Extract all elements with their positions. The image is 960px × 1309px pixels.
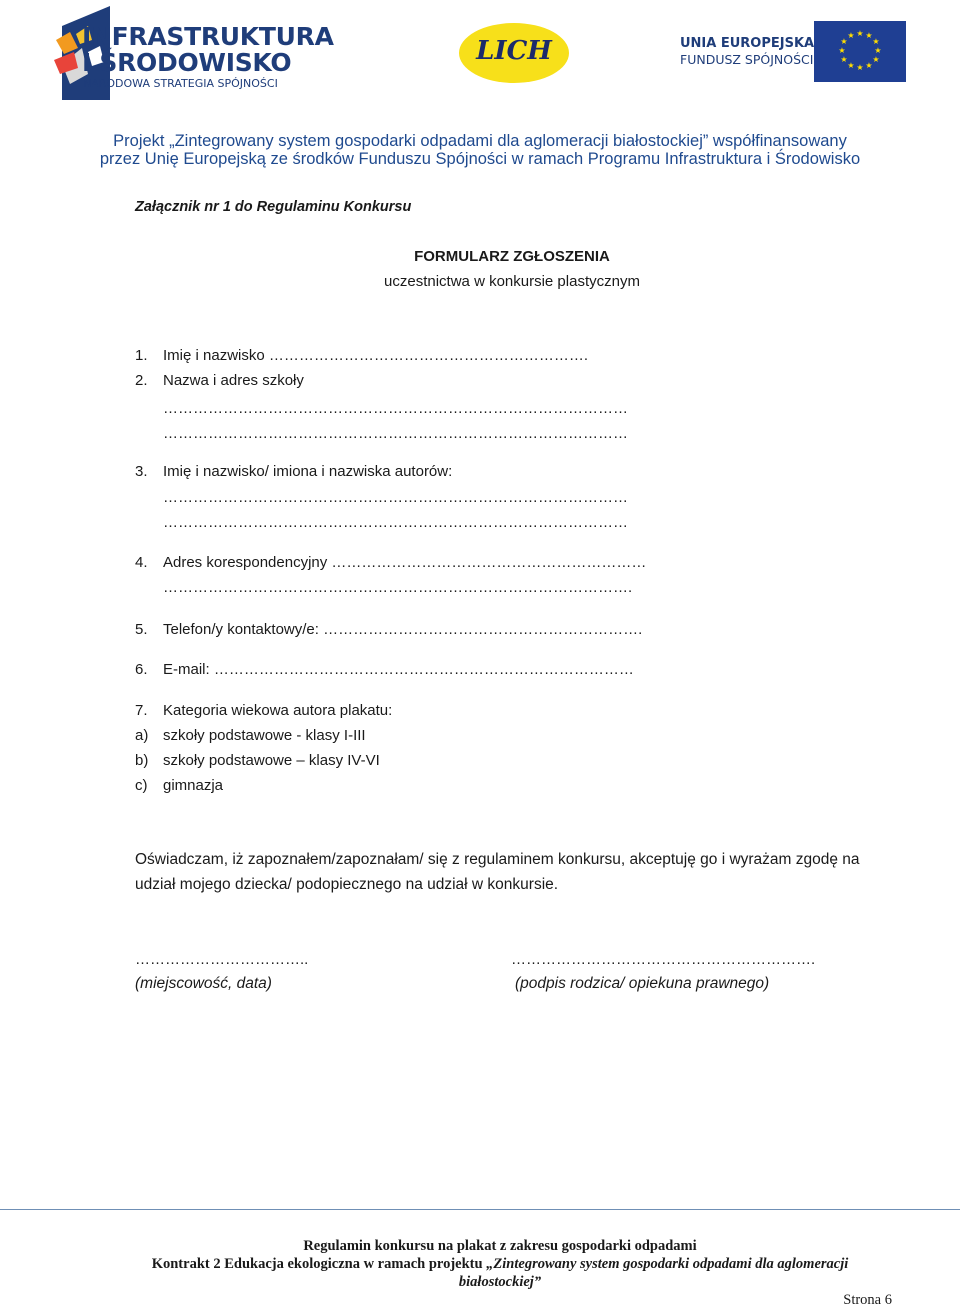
eu-logo-line2: FUNDUSZ SPÓJNOŚCI [680, 52, 814, 67]
place-date-blank: …………………………….. [135, 951, 309, 968]
eu-flag-icon [814, 21, 906, 82]
footer-line-1: Regulamin konkursu na plakat z zakresu gospodarki odpadami [303, 1238, 697, 1254]
category-letter: a) [135, 727, 149, 744]
infra-logo-line3: NARODOWA STRATEGIA SPÓJNOŚCI [83, 77, 278, 90]
category-option: szkoły podstawowe - klasy I-III [163, 727, 366, 744]
svg-text:★: ★ [847, 61, 855, 70]
item-school-label: Nazwa i adres szkoły [163, 372, 304, 389]
item-email-label: E-mail: ………………………………………………………………………… [163, 661, 634, 678]
project-line-2: przez Unię Europejską ze środków Funduszu Spójności w ramach Programu Infrastruktura i Środowisko [99, 150, 861, 168]
form-title: FORMULARZ ZGŁOSZENIA [414, 248, 610, 265]
svg-text:★: ★ [865, 61, 873, 70]
infra-logo-line1: INFRASTRUKTURA [82, 22, 334, 51]
declaration-text: Oświadczam, iż zapoznałem/zapoznałam/ się z regulaminem konkursu, akceptuję go i wyrażam zgodę na [135, 851, 860, 868]
svg-text:★: ★ [856, 29, 864, 38]
category-option: szkoły podstawowe – klasy IV-VI [163, 752, 380, 769]
eu-logo-line1: UNIA EUROPEJSKA [680, 36, 815, 51]
category-letter: b) [135, 752, 149, 769]
item-category-label: Kategoria wiekowa autora plakatu: [163, 702, 393, 719]
blank-line: ………………………………………………………………………………… [163, 400, 628, 417]
lich-logo-text: LICH [476, 36, 552, 66]
infra-logo-line2: I ŚRODOWISKO [82, 48, 292, 77]
page-number: Strona 6 [843, 1292, 892, 1308]
signature-blank: ……………………………………………………. [511, 951, 816, 968]
blank-line: ………………………………………………………………………………… [163, 514, 628, 531]
footer-divider [0, 1209, 960, 1210]
item-number: 3. [135, 463, 148, 480]
declaration-text: udział mojego dziecka/ podopiecznego na udział w konkursie. [135, 876, 559, 893]
item-phone-label: Telefon/y kontaktowy/e: ………………………………………………………. [163, 621, 643, 638]
svg-text:★: ★ [840, 37, 848, 46]
svg-text:★: ★ [840, 55, 848, 64]
item-name-label: Imię i nazwisko ………………………………………………………. [163, 347, 589, 364]
place-date-label: (miejscowość, data) [135, 975, 272, 992]
form-subtitle: uczestnictwa w konkursie plastycznym [384, 273, 640, 290]
item-authors-label: Imię i nazwisko/ imiona i nazwiska autorów: [163, 463, 453, 480]
category-letter: c) [135, 777, 148, 794]
project-line-1: Projekt „Zintegrowany system gospodarki odpadami dla aglomeracji białostockiej” współfinansowany [113, 132, 847, 150]
svg-text:★: ★ [865, 31, 873, 40]
annex-heading: Załącznik nr 1 do Regulaminu Konkursu [135, 199, 412, 215]
item-number: 2. [135, 372, 148, 389]
category-option: gimnazja [163, 777, 224, 794]
item-address-label: Adres korespondencyjny ……………………………………………………… [163, 554, 647, 571]
blank-line: …………………………………………………………………………………. [163, 579, 633, 596]
footer-line-2-prefix: Kontrakt 2 Edukacja ekologiczna w ramach projektu [151, 1256, 487, 1272]
blank-line: ………………………………………………………………………………… [163, 489, 628, 506]
footer-line-2-project: „Zintegrowany system gospodarki odpadami dla aglomeracji [486, 1256, 849, 1272]
svg-text:★: ★ [856, 63, 864, 72]
item-number: 7. [135, 702, 148, 719]
item-number: 4. [135, 554, 148, 571]
svg-text:★: ★ [872, 37, 880, 46]
footer-line-3: białostockiej” [458, 1274, 542, 1290]
blank-line: ………………………………………………………………………………… [163, 425, 628, 442]
item-number: 6. [135, 661, 148, 678]
svg-text:★: ★ [838, 46, 846, 55]
item-number: 1. [135, 347, 148, 364]
svg-text:★: ★ [874, 46, 882, 55]
signature-label: (podpis rodzica/ opiekuna prawnego) [515, 975, 770, 992]
lich-logo [458, 22, 570, 84]
item-number: 5. [135, 621, 148, 638]
footer-line-2 [0, 1256, 960, 1273]
svg-text:★: ★ [872, 55, 880, 64]
svg-text:★: ★ [847, 31, 855, 40]
